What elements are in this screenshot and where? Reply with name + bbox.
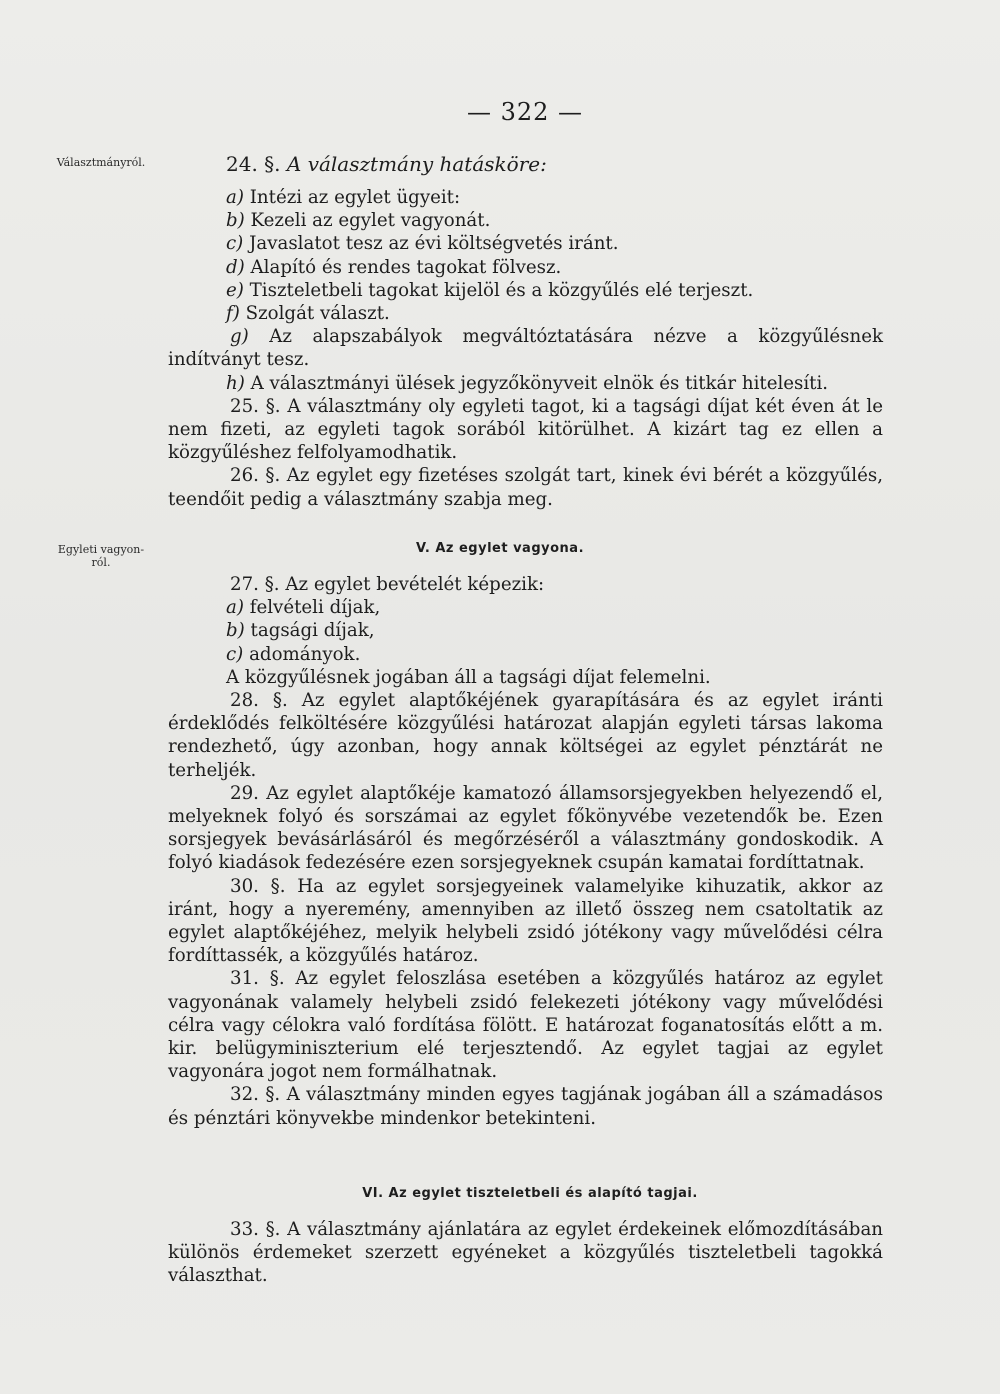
list-item: c) adományok.: [226, 643, 361, 665]
list-item: a) felvételi díjak,: [226, 597, 381, 619]
section-24-number: 24. §.: [226, 152, 281, 176]
list-item: g) Az alapszabályok megváltóztatására nézve a közgyűlésnek indítványt tesz.: [168, 326, 883, 371]
text-block-3: [168, 1218, 883, 1288]
paragraph-28: 28. §. Az egylet alaptőkéjének gyarapítására és az egylet iránti érdeklődés felköltésére közgyűlési határozat alapján egyleti társas lakoma rendezhető, úgy azonban, hogy annak költségei az egylet pénztárát ne terheljék.: [168, 690, 883, 781]
paragraph-29: 29. Az egylet alaptőkéje kamatozó államsorsjegyekben helyezendő el, melyeknek folyó és sorszámai az egylet főkönyvébe vezetendők be. Ezen sorsjegyek bevásárlásáról és megőrzéséről a választmány gondoskodik. A folyó kiadások fedezésére ezen sorsjegyeknek csupán kamatai fordíttatnak.: [168, 782, 883, 874]
margin-note-valasztmanyrol: Választmányról.: [56, 156, 146, 169]
margin-note-line: ról.: [91, 556, 111, 569]
margin-note-egyleti-vagyon: [46, 543, 156, 569]
paragraph-30: 30. §. Ha az egylet sorsjegyeinek valamelyike kihuzatik, akkor az iránt, hogy a nyeremény, amennyiben az illető összeg nem csatoltatik az egylet alaptőkéjéhez, melyik helybeli zsidó jótékony vagy művelődési célra fordíttassék, a közgyűlés határoz.: [168, 875, 883, 967]
paragraph-27b: A közgyűlésnek jogában áll a tagsági díjat felemelni.: [226, 666, 711, 688]
paragraph-31: 31. §. Az egylet feloszlása esetében a közgyűlés határoz az egylet vagyonának valamely helybeli zsidó felekezeti jótékony vagy művelődési célra vagy célokra való fordítása fölött. E határozat foganatosítás előtt a m. kir. belügyminiszterium elé terjesztendő. Az egylet tagjai az egylet vagyonára jogot nem formálhatnak.: [168, 968, 883, 1083]
chapter-vi-title: VI. Az egylet tiszteletbeli és alapító tagjai.: [362, 1186, 698, 1201]
section-24-title: A választmány hatásköre:: [286, 152, 547, 176]
paragraph-33: 33. §. A választmány ajánlatára az egylet érdekeinek előmozdításában különös érdemeket szerzett egyéneket a közgyűlés tiszteletbeli tagokká választhat.: [168, 1219, 883, 1287]
list-item: b) tagsági díjak,: [226, 620, 375, 642]
text-block-1: [168, 186, 883, 511]
paragraph-25: 25. §. A választmány oly egyleti tagot, ki a tagsági díjat két éven át le nem fizeti, az egyleti tagok sorából kitörülhet. A kizárt tag ez ellen a közgyűléshez felfolyamodhatik.: [168, 395, 883, 464]
paragraph-32: 32. §. A választmány minden egyes tagjának jogában áll a számadásos és pénztári könyvekbe mindenkor betekinteni.: [168, 1084, 883, 1129]
list-item: a) Intézi az egylet ügyeit:: [226, 187, 461, 208]
list-item: f) Szolgát választ.: [226, 303, 390, 325]
list-item: c) Javaslatot tesz az évi költségvetés iránt.: [226, 233, 619, 255]
list-item: d) Alapító és rendes tagokat fölvesz.: [226, 256, 562, 278]
margin-note-line: Egyleti vagyon-: [57, 543, 145, 556]
page-number: — 322 —: [466, 98, 584, 126]
list-item: e) Tiszteletbeli tagokat kijelöl és a közgyűlés elé terjeszt.: [226, 279, 754, 301]
text-block-2: [168, 573, 883, 1130]
paragraph-27: 27. §. Az egylet bevételét képezik:: [230, 574, 545, 595]
chapter-v-title: V. Az egylet vagyona.: [415, 541, 585, 556]
list-item: h) A választmányi ülések jegyzőkönyveit elnök és titkár hitelesíti.: [226, 372, 829, 394]
section-24-heading: [226, 152, 547, 176]
list-item: b) Kezeli az egylet vagyonát.: [226, 210, 491, 232]
paragraph-26: 26. §. Az egylet egy fizetéses szolgát tart, kinek évi bérét a közgyűlés, teendőit pedig a választmány szabja meg.: [168, 465, 883, 510]
